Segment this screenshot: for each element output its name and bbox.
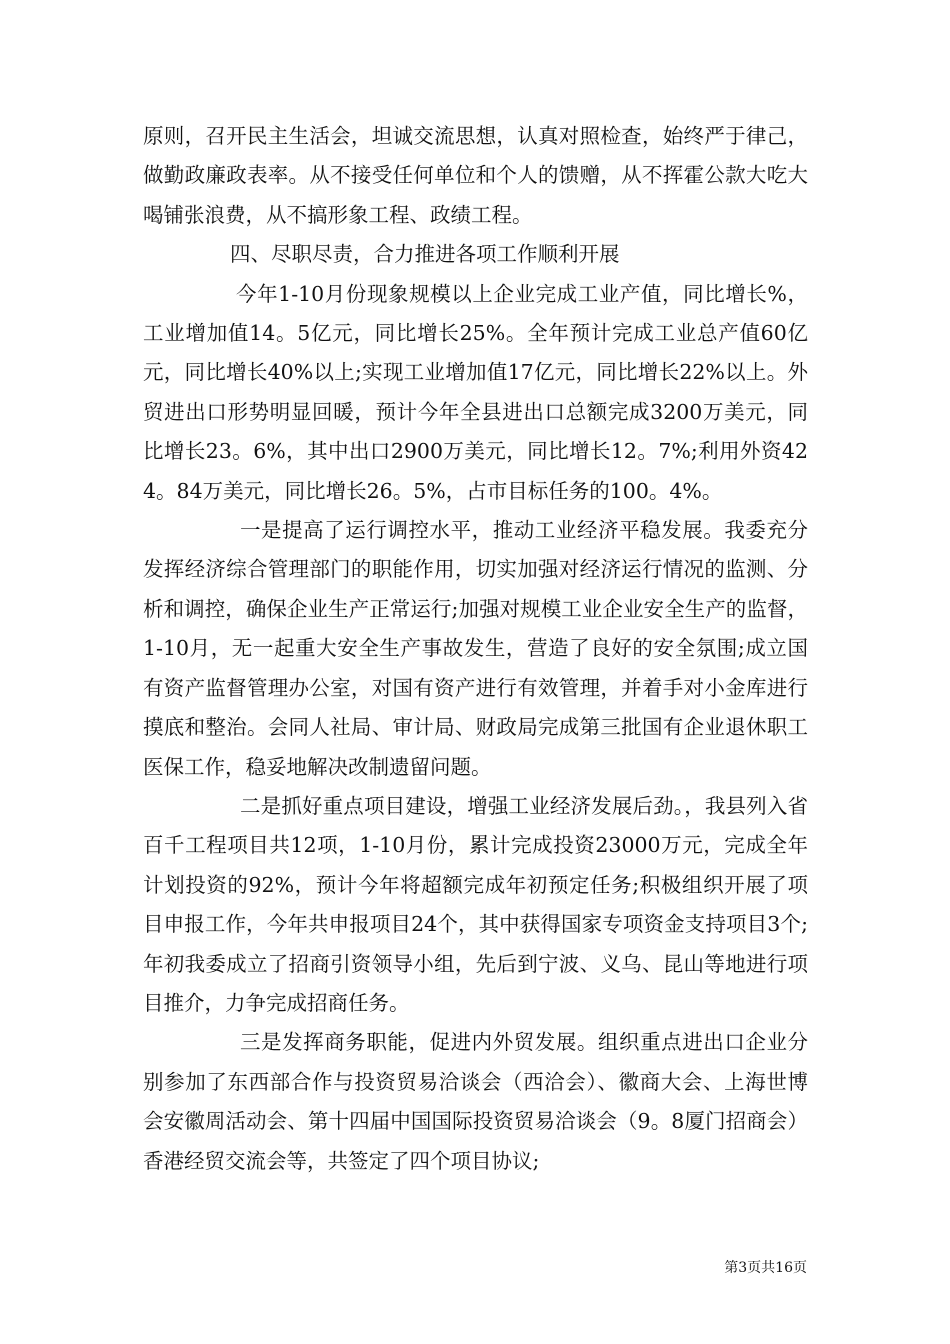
paragraph-key-projects: 二是抓好重点项目建设，增强工业经济发展后劲。，我县列入省百千工程项目共12项，1-10月份，累计完成投资23000万元，完成全年计划投资的92%，预计今年将超额完成年初预定任务;积极组织开展了项目申报工作，今年共申报项目24个，其中获得国家专项资金支持项目3个;年初我委成立了招商引资领导小组，先后到宁波、义乌、昆山等地进行项目推介，力争完成招商任务。 <box>143 793 808 1015</box>
paragraph-industrial-output: 今年1-10月份现象规模以上企业完成工业产值，同比增长%，工业增加值14。5亿元，同比增长25%。全年预计完成工业总产值60亿元，同比增长40%以上;实现工业增加值17亿元，同比增长22%以上。外贸进出口形势明显回暖，预计今年全县进出口总额完成3200万美元，同比增长23。6%，其中出口2900万美元，同比增长12。7%;利用外资424。84万美元，同比增长26。5%，占市目标任务的100。4%。 <box>143 281 808 503</box>
page-number-footer: 第3页共16页 <box>724 1260 807 1276</box>
section-heading-four: 四、尽职尽责，合力推进各项工作顺利开展 <box>230 242 620 267</box>
document-body <box>143 117 808 1181</box>
paragraph-self-discipline: 原则，召开民主生活会，坦诚交流思想，认真对照检查，始终严于律己，做勤政廉政表率。从不接受任何单位和个人的馈赠，从不挥霍公款大吃大喝铺张浪费，从不搞形象工程、政绩工程。 <box>143 124 808 227</box>
paragraph-operation-control: 一是提高了运行调控水平，推动工业经济平稳发展。我委充分发挥经济综合管理部门的职能作用，切实加强对经济运行情况的监测、分析和调控，确保企业生产正常运行;加强对规模工业企业安全生产的监督，1-10月，无一起重大安全生产事故发生，营造了良好的安全氛围;成立国有资产监督管理办公室，对国有资产进行有效管理，并着手对小金库进行摸底和整治。会同人社局、审计局、财政局完成第三批国有企业退休职工医保工作，稳妥地解决改制遗留问题。 <box>143 518 808 779</box>
paragraph-commerce: 三是发挥商务职能，促进内外贸发展。组织重点进出口企业分别参加了东西部合作与投资贸易洽谈会（西洽会）、徽商大会、上海世博会安徽周活动会、第十四届中国国际投资贸易洽谈会（9。8厦门招商会）香港经贸交流会等，共签定了四个项目协议; <box>143 1030 808 1173</box>
